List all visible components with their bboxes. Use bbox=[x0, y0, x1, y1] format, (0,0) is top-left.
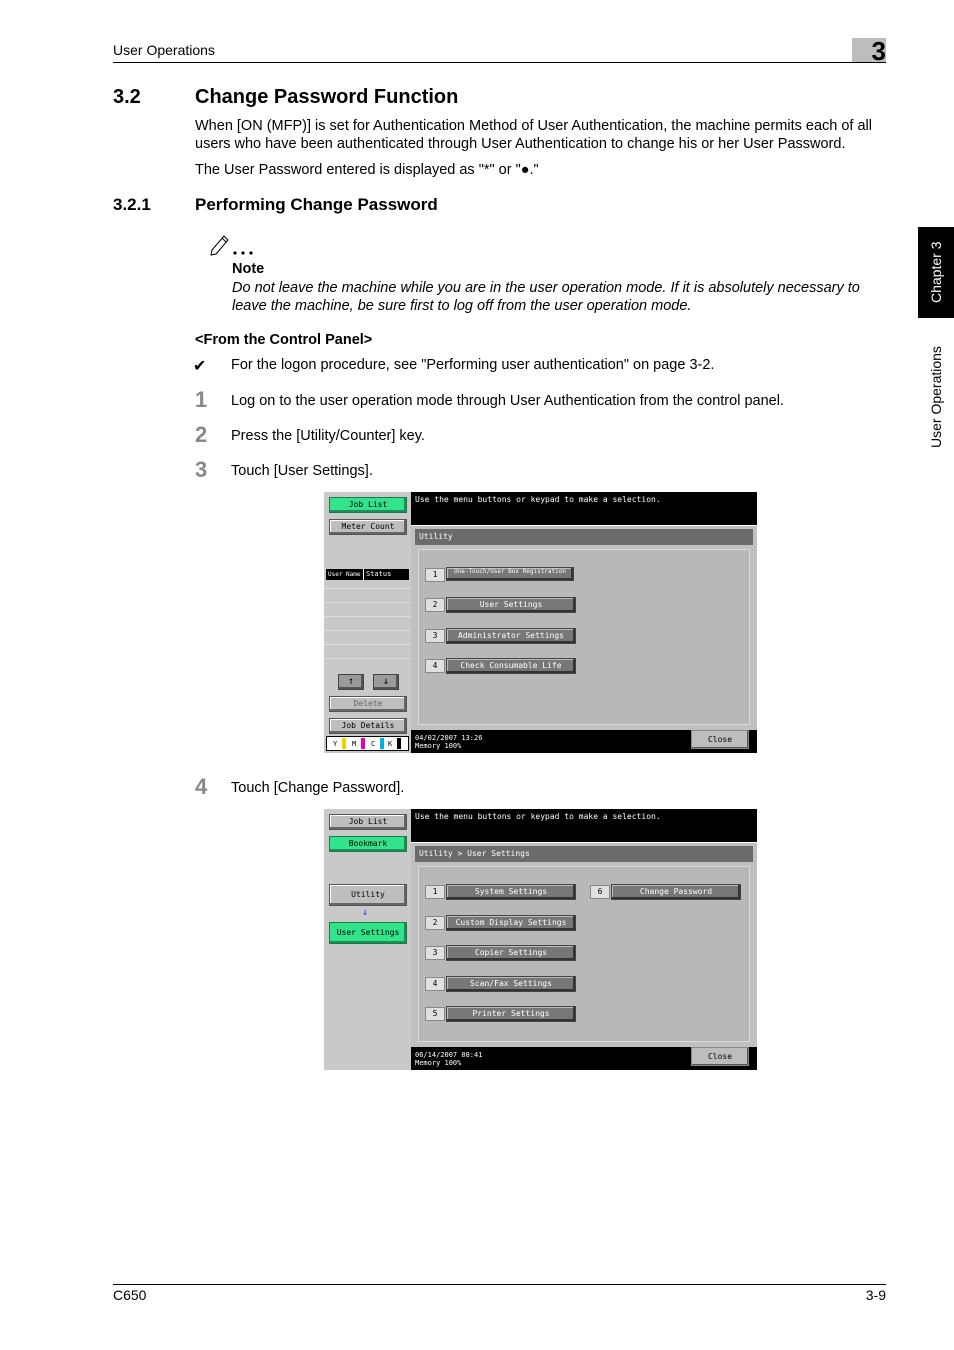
check-item-text: For the logon procedure, see "Performing user authentication" on page 3-2. bbox=[231, 357, 715, 373]
menu-number: 6 bbox=[590, 885, 610, 899]
note-text: Do not leave the machine while you are in the user operation mode. If it is absolutely necessary to leave the machine, be sure first to log off from the user operation mode. bbox=[232, 280, 860, 314]
menu-number: 5 bbox=[425, 1007, 445, 1021]
job-details-button[interactable]: Job Details bbox=[329, 718, 407, 734]
check-mark-icon: ✔ bbox=[193, 358, 207, 375]
running-header: User Operations bbox=[113, 42, 215, 58]
bookmark-button[interactable]: Bookmark bbox=[329, 836, 407, 852]
note-title: Note bbox=[232, 261, 265, 277]
meter-count-button[interactable]: Meter Count bbox=[329, 519, 407, 535]
step-number: 2 bbox=[195, 422, 208, 447]
menu-number: 1 bbox=[425, 885, 445, 899]
section-tab-label: User Operations bbox=[928, 346, 944, 449]
menu-number: 2 bbox=[425, 598, 445, 612]
menu-number: 4 bbox=[425, 977, 445, 991]
note-pencil-icon bbox=[208, 232, 256, 261]
chapter-number: 3 bbox=[871, 36, 886, 66]
menu-number: 4 bbox=[425, 659, 445, 673]
status-label: Status bbox=[366, 570, 392, 578]
step-text: Touch [Change Password]. bbox=[231, 780, 405, 796]
one-touch-user-box-registration-button[interactable]: One-Touch/User Box Registration bbox=[446, 567, 574, 581]
left-panel bbox=[324, 809, 411, 1070]
page-number: 3-9 bbox=[865, 1287, 886, 1303]
custom-display-settings-button[interactable]: Custom Display Settings bbox=[446, 915, 576, 931]
step-number: 1 bbox=[195, 387, 208, 412]
instruction-message: Use the menu buttons or keypad to make a selection. bbox=[411, 809, 757, 842]
breadcrumb: Utility > User Settings bbox=[415, 846, 753, 862]
chapter-tab-label: Chapter 3 bbox=[928, 241, 944, 304]
subsection-title: Performing Change Password bbox=[195, 195, 438, 214]
subsection-number: 3.2.1 bbox=[113, 195, 151, 214]
user-name-label: User Name bbox=[328, 571, 361, 578]
job-list-button[interactable]: Job List bbox=[329, 814, 407, 830]
section-number: 3.2 bbox=[113, 86, 141, 108]
step-number: 3 bbox=[195, 457, 208, 482]
utility-button[interactable]: Utility bbox=[329, 884, 407, 906]
menu-number: 1 bbox=[425, 568, 445, 582]
date-time: 06/14/2007 08:41 bbox=[415, 1051, 483, 1059]
toner-level-indicator: Y M C K bbox=[326, 736, 409, 751]
step-text: Log on to the user operation mode through User Authentication from the control panel. bbox=[231, 393, 784, 409]
step-text: Press the [Utility/Counter] key. bbox=[231, 428, 425, 444]
footer-rule bbox=[113, 1284, 886, 1285]
user-settings-screen bbox=[324, 809, 757, 1070]
printer-settings-button[interactable]: Printer Settings bbox=[446, 1006, 576, 1022]
header-rule bbox=[113, 62, 886, 63]
footer-model: C650 bbox=[113, 1287, 147, 1303]
breadcrumb: Utility bbox=[415, 529, 753, 545]
job-status-header bbox=[326, 569, 409, 580]
administrator-settings-button[interactable]: Administrator Settings bbox=[446, 628, 576, 644]
menu-number: 2 bbox=[425, 916, 445, 930]
intro-paragraph: When [ON (MFP)] is set for Authentication Method of User Authentication, the machine permits each of all users who have been authenticated through User Authentication to change his or her User Password. bbox=[195, 118, 872, 152]
step-number: 4 bbox=[195, 774, 208, 799]
left-panel bbox=[324, 492, 411, 753]
user-settings-nav-button[interactable]: User Settings bbox=[329, 922, 407, 944]
section-title: Change Password Function bbox=[195, 86, 459, 108]
main-panel bbox=[411, 842, 757, 1048]
scroll-down-arrow-icon[interactable]: ↓ bbox=[373, 674, 399, 690]
menu-number: 3 bbox=[425, 629, 445, 643]
main-panel bbox=[411, 525, 757, 731]
menu-number: 3 bbox=[425, 946, 445, 960]
user-settings-button[interactable]: User Settings bbox=[446, 597, 576, 613]
scan-fax-settings-button[interactable]: Scan/Fax Settings bbox=[446, 976, 576, 992]
utility-screen bbox=[324, 492, 757, 753]
copier-settings-button[interactable]: Copier Settings bbox=[446, 945, 576, 961]
menu-area bbox=[418, 549, 750, 725]
check-consumable-life-button[interactable]: Check Consumable Life bbox=[446, 658, 576, 674]
delete-button[interactable]: Delete bbox=[329, 696, 407, 712]
step-text: Touch [User Settings]. bbox=[231, 463, 373, 479]
memory-status: Memory 100% bbox=[415, 742, 462, 750]
scroll-up-arrow-icon[interactable]: ↑ bbox=[338, 674, 364, 690]
intro-paragraph: The User Password entered is displayed as "*" or "●." bbox=[195, 162, 539, 178]
procedure-heading: <From the Control Panel> bbox=[195, 332, 373, 348]
close-button[interactable]: Close bbox=[691, 730, 749, 749]
close-button[interactable]: Close bbox=[691, 1047, 749, 1066]
down-arrow-icon: ↓ bbox=[362, 907, 369, 918]
memory-status: Memory 100% bbox=[415, 1059, 462, 1067]
system-settings-button[interactable]: System Settings bbox=[446, 884, 576, 900]
menu-area bbox=[418, 866, 750, 1042]
job-list-button[interactable]: Job List bbox=[329, 497, 407, 513]
change-password-button[interactable]: Change Password bbox=[611, 884, 741, 900]
instruction-message: Use the menu buttons or keypad to make a selection. bbox=[411, 492, 757, 525]
date-time: 04/02/2007 13:26 bbox=[415, 734, 483, 742]
